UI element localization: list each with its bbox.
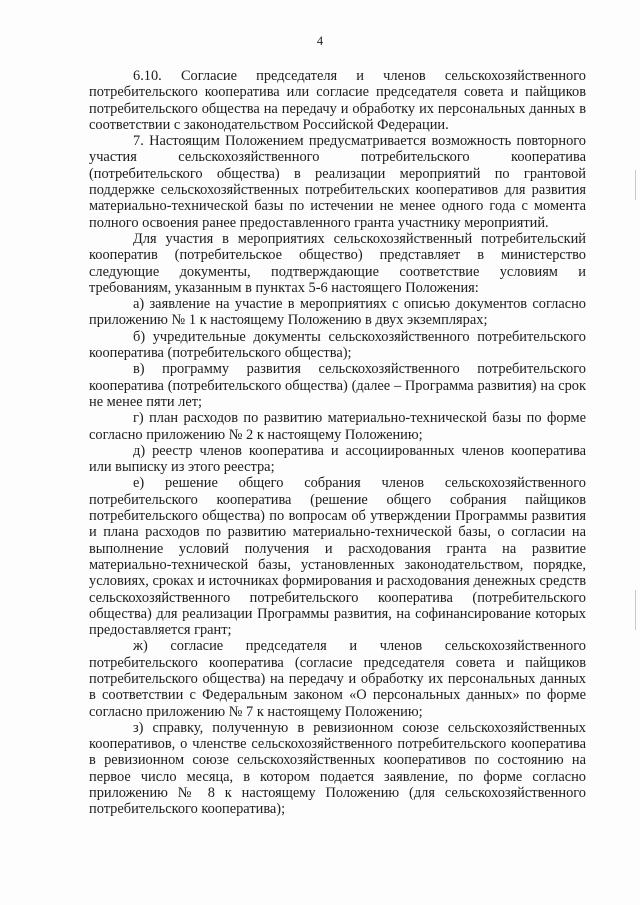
scan-margin-mark — [635, 590, 636, 630]
list-item-zh: ж) согласие председателя и членов сельскохозяйственного потребительского кооператива (согласие председателя совета и пайщиков потребительского общества) на передачу и обработку их персональных данных в соответствии с Федеральным законом «О персональных данных» по форме согласно приложению № 7 к настоящему Положению; — [89, 638, 586, 720]
list-item-d: д) реестр членов кооператива и ассоциированных членов кооператива или выписку из этого реестра; — [89, 442, 586, 476]
list-item-b: б) учредительные документы сельскохозяйственного потребительского кооператива (потребительского общества); — [89, 328, 586, 362]
list-item-z: з) справку, полученную в ревизионном союзе сельскохозяйственных кооперативов, о членстве сельскохозяйственного потребительского кооператива в ревизионном союзе сельскохозяйственных кооперативов по состоянию на первое число месяца, в котором подается заявление, по форме согласно приложению № 8 к настоящему Положению (для сельскохозяйственного потребительского кооператива); — [89, 719, 586, 818]
document-body — [89, 68, 586, 818]
paragraph-6-10: 6.10. Согласие председателя и членов сельскохозяйственного потребительского кооператива или согласие председателя совета и пайщиков потребительского общества на передачу и обработку их персональных данных в соответствии с законодательством Российской Федерации. — [89, 68, 586, 133]
list-item-a: а) заявление на участие в мероприятиях с описью документов согласно приложению № 1 к настоящему Положению в двух экземплярах; — [89, 296, 586, 329]
list-item-v: в) программу развития сельскохозяйственного потребительского кооператива (потребительского общества) (далее – Программа развития) на срок не менее пяти лет; — [89, 361, 586, 410]
paragraph-7: 7. Настоящим Положением предусматривается возможность повторного участия сельскохозяйственного потребительского кооператива (потребительского общества) в реализации мероприятий по грантовой поддержке сельскохозяйственных потребительских кооперативов для развития материально-технической базы по истечении не менее одного года с момента полного освоения ранее предоставленного гранта участнику мероприятий. — [89, 133, 586, 231]
list-item-e: е) решение общего собрания членов сельскохозяйственного потребительского кооператива (решение общего собрания пайщиков потребительского общества) по вопросам об утверждении Программы развития и плана расходов по развитию материально-технической базы, о согласии на выполнение условий получения и расходования гранта на развитие материально-технической базы, установленных законодательством, порядке, условиях, сроках и источниках формирования и расходования денежных средств сельскохозяйственного потребительского кооператива (потребительского общества) для реализации Программы развития, на софинансирование которых предоставляется грант; — [89, 475, 586, 639]
list-item-g: г) план расходов по развитию материально-технической базы по форме согласно приложению № 2 к настоящему Положению; — [89, 410, 586, 443]
scan-margin-mark — [635, 170, 636, 200]
page-number: 4 — [316, 34, 324, 48]
paragraph-documents-intro: Для участия в мероприятиях сельскохозяйственный потребительский кооператив (потребительское общество) представляет в министерство следующие документы, подтверждающие соответствие условиям и требованиям, указанным в пунктах 5-6 настоящего Положения: — [89, 230, 586, 296]
